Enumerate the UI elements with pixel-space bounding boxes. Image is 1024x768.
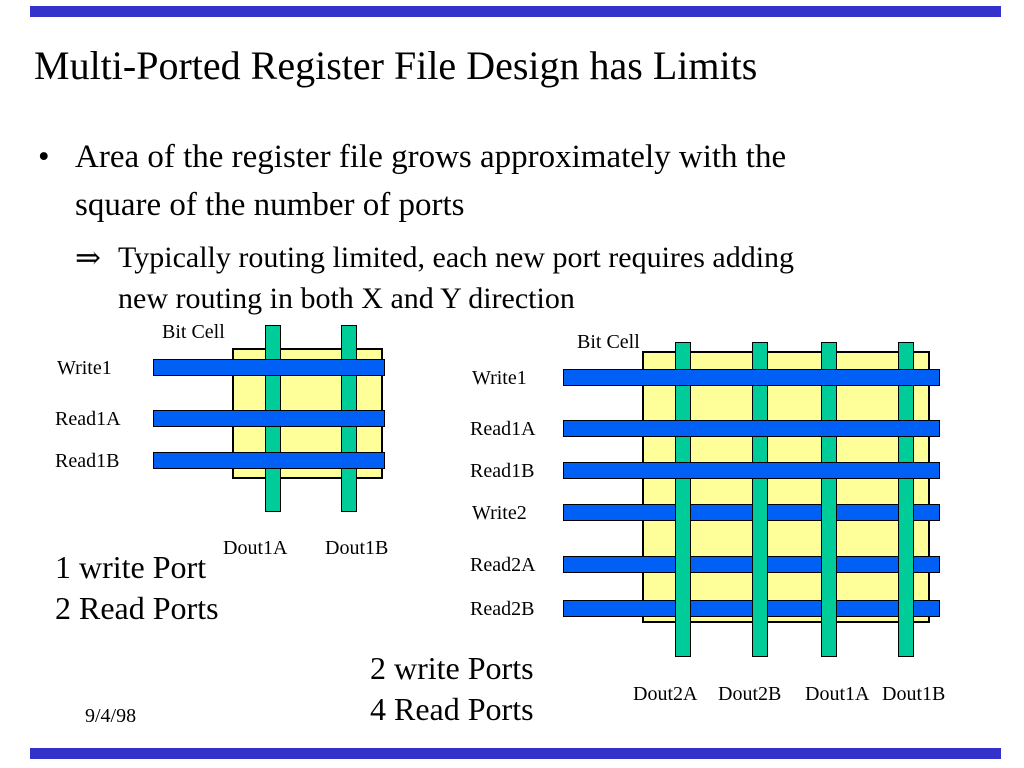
slide-date: 9/4/98 [85,705,137,727]
implies-arrow-icon: ⇒ [75,240,101,275]
left-summary-line-1: 1 write Port [55,549,207,585]
right-row-label-read1a: Read1A [470,418,536,440]
left-col-label-dout1b: Dout1B [325,537,389,559]
right-row-label-write2: Write2 [472,502,527,524]
left-wordline-write1-bar [153,359,385,376]
right-summary-line-1: 2 write Ports [370,650,534,686]
sub-bullet-line-2: new routing in both X and Y direction [118,282,575,315]
left-bit-cell-caption: Bit Cell [162,321,225,343]
right-row-label-read1b: Read1B [470,460,535,482]
right-col-label-dout1a: Dout1A [805,683,870,705]
right-bitline-dout1b-bar [898,342,914,657]
right-wordline-read1a-bar [563,420,940,437]
top-rule-bar [30,6,1001,17]
right-col-label-dout2a: Dout2A [633,683,698,705]
right-bitline-dout2b-bar [752,342,768,657]
right-row-label-write1: Write1 [472,367,527,389]
left-col-label-dout1a: Dout1A [223,537,288,559]
bullet-line-1: Area of the register file grows approximately with the [75,139,787,175]
right-row-label-read2b: Read2B [470,598,535,620]
left-row-label-read1b: Read1B [55,450,120,472]
right-wordline-read1b-bar [563,462,940,479]
bottom-rule-bar [30,748,1001,759]
sub-bullet-line-1: Typically routing limited, each new port requires adding [118,241,795,274]
right-row-label-read2a: Read2A [470,554,536,576]
page-title: Multi-Ported Register File Design has Limits [34,43,758,88]
right-summary-line-2: 4 Read Ports [370,691,534,727]
left-wordline-read1b-bar [153,452,385,469]
right-bitline-dout1a-bar [821,342,837,657]
right-wordline-write1-bar [563,369,940,386]
left-row-label-write1: Write1 [57,357,112,379]
right-bitline-dout2a-bar [675,342,691,657]
left-row-label-read1a: Read1A [55,408,121,430]
bullet-line-2: square of the number of ports [75,187,465,223]
left-wordline-read1a-bar [153,410,385,427]
right-col-label-dout2b: Dout2B [718,683,782,705]
left-summary-line-2: 2 Read Ports [55,590,219,626]
right-col-label-dout1b: Dout1B [882,683,946,705]
bullet-marker: • [38,139,50,175]
right-bit-cell-caption: Bit Cell [577,331,640,353]
